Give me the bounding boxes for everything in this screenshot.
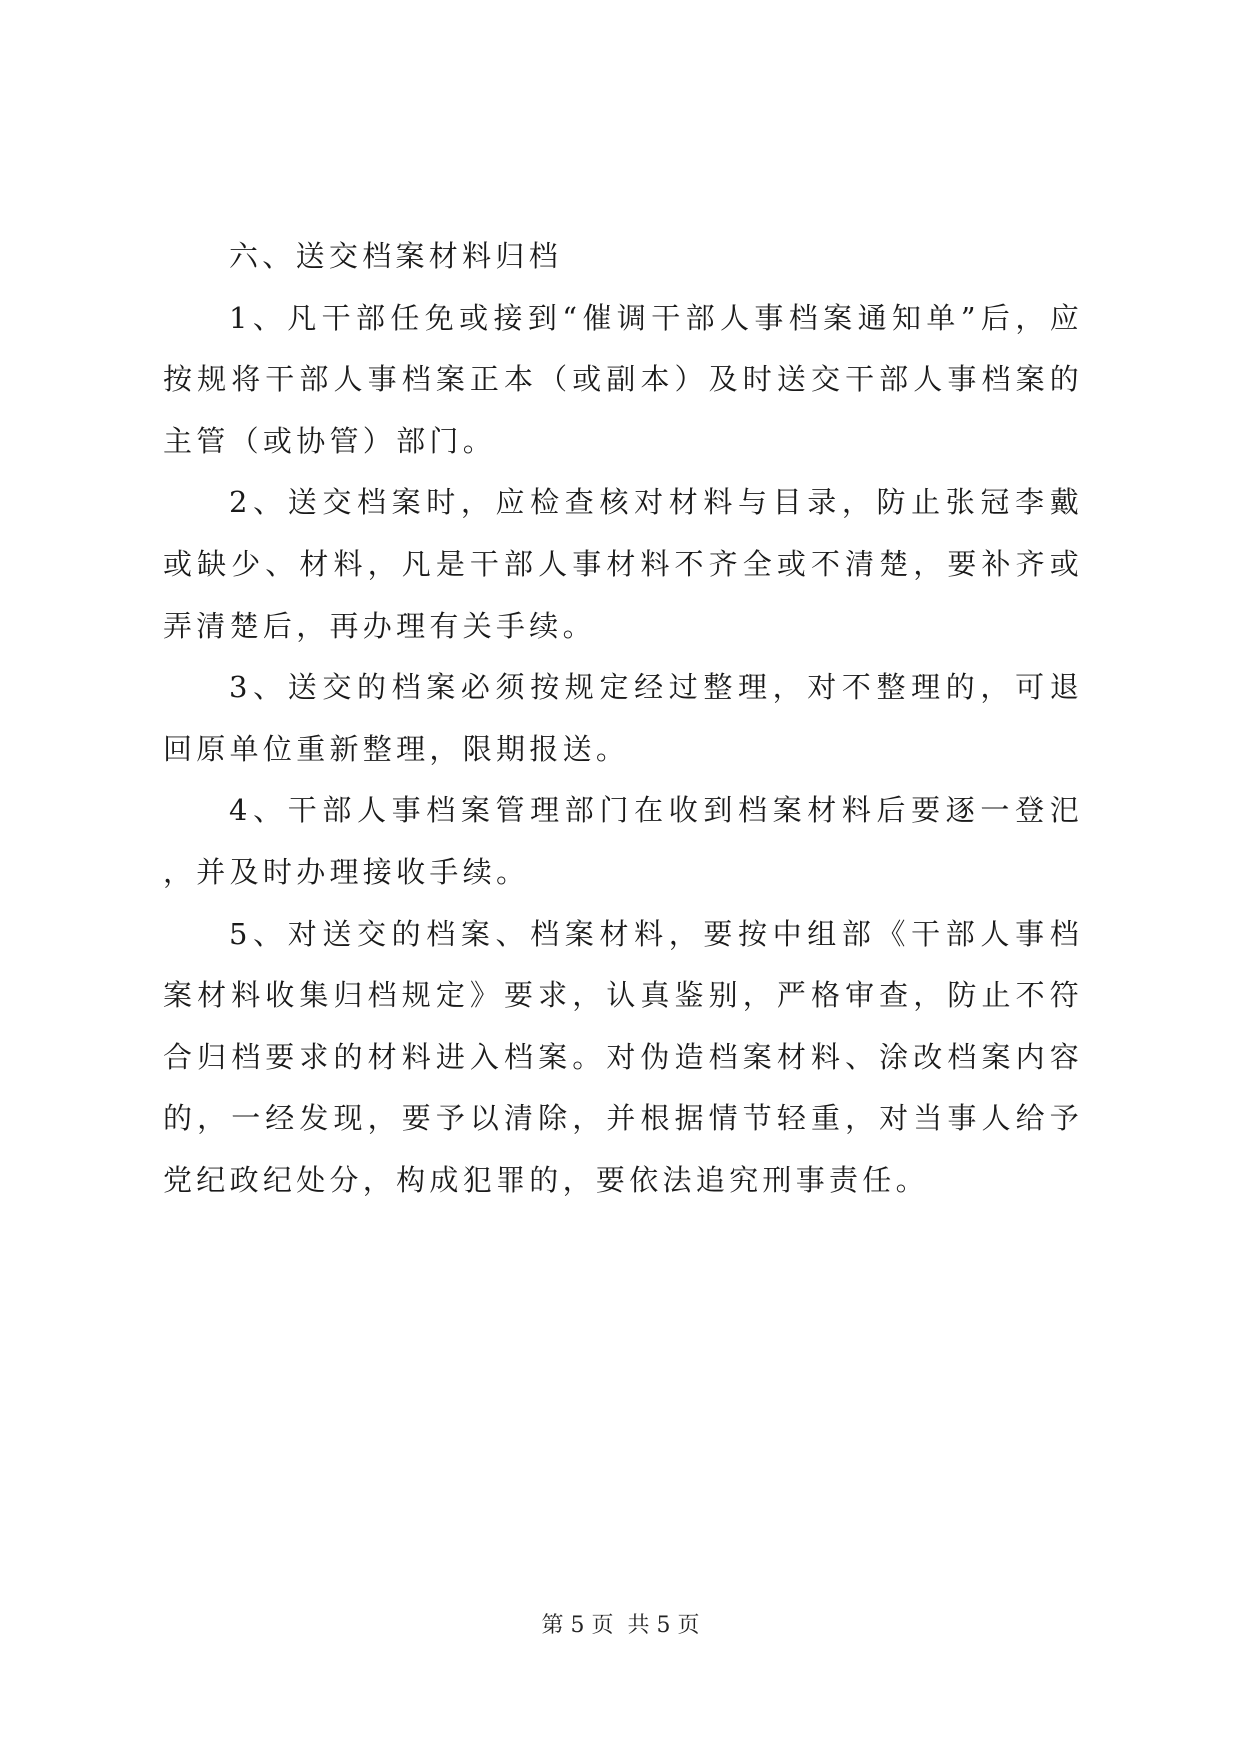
- document-body: [163, 226, 1083, 1212]
- paragraph-2: 2、送交档案时，应检查核对材料与目录，防止张冠李戴或缺少、材料，凡是干部人事材料不齐全或不清楚，要补齐或弄清楚后，再办理有关手续。: [163, 485, 1083, 643]
- paragraph-3: 3、送交的档案必须按规定经过整理，对不整理的，可退回原单位重新整理，限期报送。: [163, 670, 1083, 766]
- page-number-footer: 第 5 页 共 5 页: [541, 1613, 700, 1638]
- section-title: 六、送交档案材料归档: [229, 239, 563, 273]
- paragraph-1: 1、凡干部任免或接到“催调干部人事档案通知单”后，应按规将干部人事档案正本（或副本）及时送交干部人事档案的主管（或协管）部门。: [163, 300, 1083, 458]
- paragraph-5: 5、对送交的档案、档案材料，要按中组部《干部人事档案材料收集归档规定》要求，认真鉴别，严格审查，防止不符合归档要求的材料进入档案。对伪造档案材料、涂改档案内容的，一经发现，要予以清除，并根据情节轻重，对当事人给予党纪政纪处分，构成犯罪的，要依法追究刑事责任。: [163, 916, 1083, 1197]
- paragraph-4: 4、干部人事档案管理部门在收到档案材料后要逐一登汜，并及时办理接收手续。: [163, 793, 1083, 889]
